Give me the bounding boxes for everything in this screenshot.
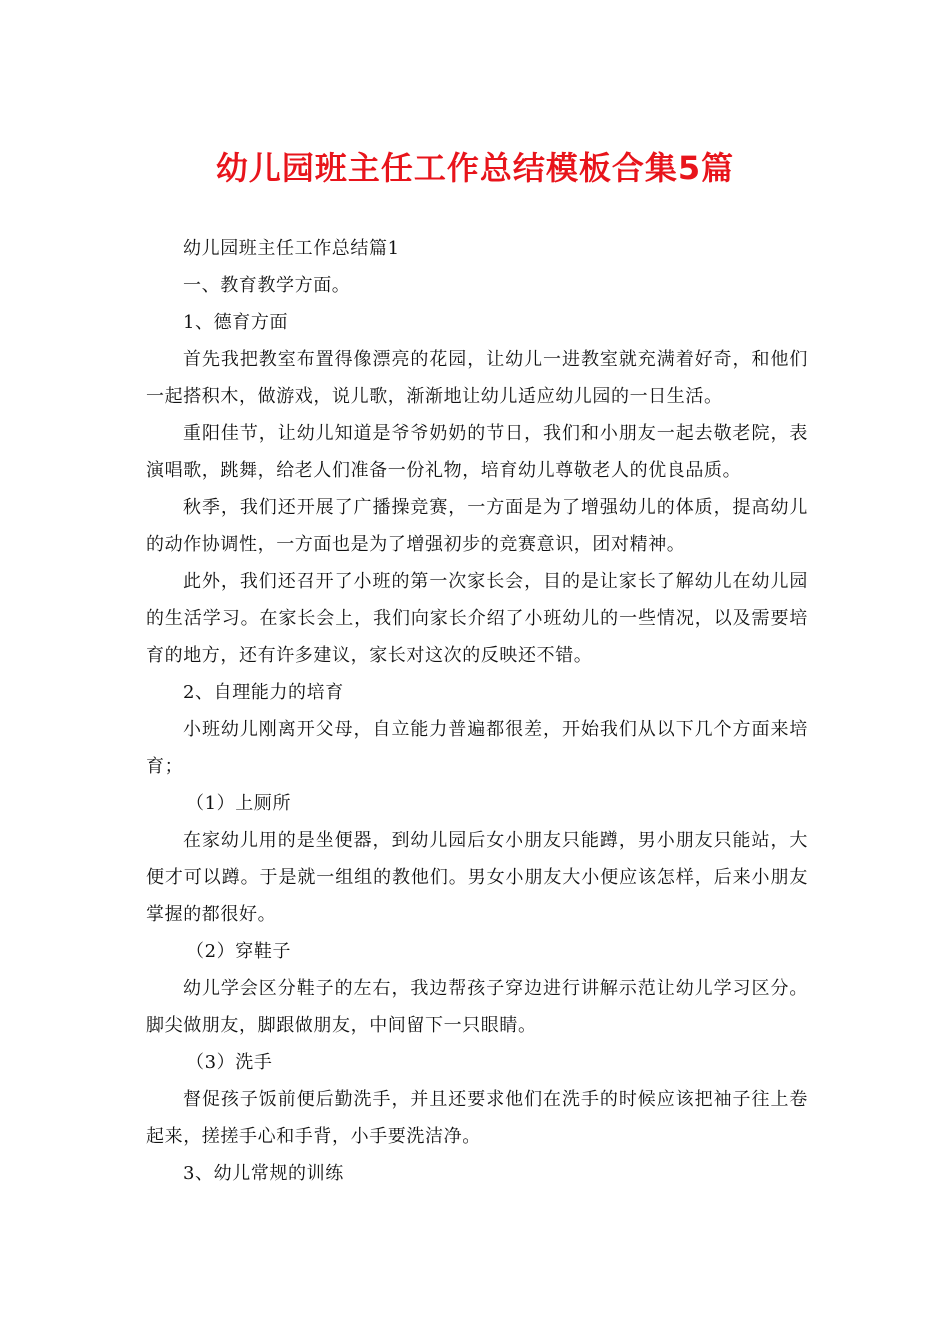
section-heading: 幼儿园班主任工作总结篇1: [183, 238, 400, 259]
body-paragraph: 小班幼儿刚离开父母，自立能力普遍都很差，开始我们从以下几个方面来培育；: [146, 719, 808, 777]
body-paragraph: 重阳佳节，让幼儿知道是爷爷奶奶的节日，我们和小朋友一起去敬老院，表演唱歌，跳舞，给老人们准备一份礼物，培育幼儿尊敬老人的优良品质。: [146, 423, 808, 481]
document-title: 幼儿园班主任工作总结模板合集5篇: [215, 149, 735, 187]
subsection-heading: 3、幼儿常规的训练: [183, 1163, 344, 1184]
item-heading: （2）穿鞋子: [186, 941, 292, 962]
body-paragraph: 首先我把教室布置得像漂亮的花园，让幼儿一进教室就充满着好奇，和他们一起搭积木，做游戏，说儿歌，渐渐地让幼儿适应幼儿园的一日生活。: [146, 349, 808, 407]
body-paragraph: 秋季，我们还开展了广播操竞赛，一方面是为了增强幼儿的体质，提高幼儿的动作协调性，一方面也是为了增强初步的竞赛意识，团对精神。: [146, 497, 808, 555]
item-heading: （1）上厕所: [186, 793, 292, 814]
document-body: [146, 230, 808, 1192]
body-paragraph: 幼儿学会区分鞋子的左右，我边帮孩子穿边进行讲解示范让幼儿学习区分。脚尖做朋友，脚跟做朋友，中间留下一只眼睛。: [146, 978, 808, 1036]
subsection-heading: 1、德育方面: [183, 312, 289, 333]
subsection-heading: 2、自理能力的培育: [183, 682, 344, 703]
body-paragraph: 在家幼儿用的是坐便器，到幼儿园后女小朋友只能蹲，男小朋友只能站，大便才可以蹲。于是就一组组的教他们。男女小朋友大小便应该怎样，后来小朋友掌握的都很好。: [146, 830, 808, 925]
body-paragraph: 此外，我们还召开了小班的第一次家长会，目的是让家长了解幼儿在幼儿园的生活学习。在家长会上，我们向家长介绍了小班幼儿的一些情况，以及需要培育的地方，还有许多建议，家长对这次的反映还不错。: [146, 571, 808, 666]
section-heading: 一、教育教学方面。: [183, 275, 351, 296]
body-paragraph: 督促孩子饭前便后勤洗手，并且还要求他们在洗手的时候应该把袖子往上卷起来，搓搓手心和手背，小手要洗洁净。: [146, 1089, 808, 1147]
item-heading: （3）洗手: [186, 1052, 273, 1073]
